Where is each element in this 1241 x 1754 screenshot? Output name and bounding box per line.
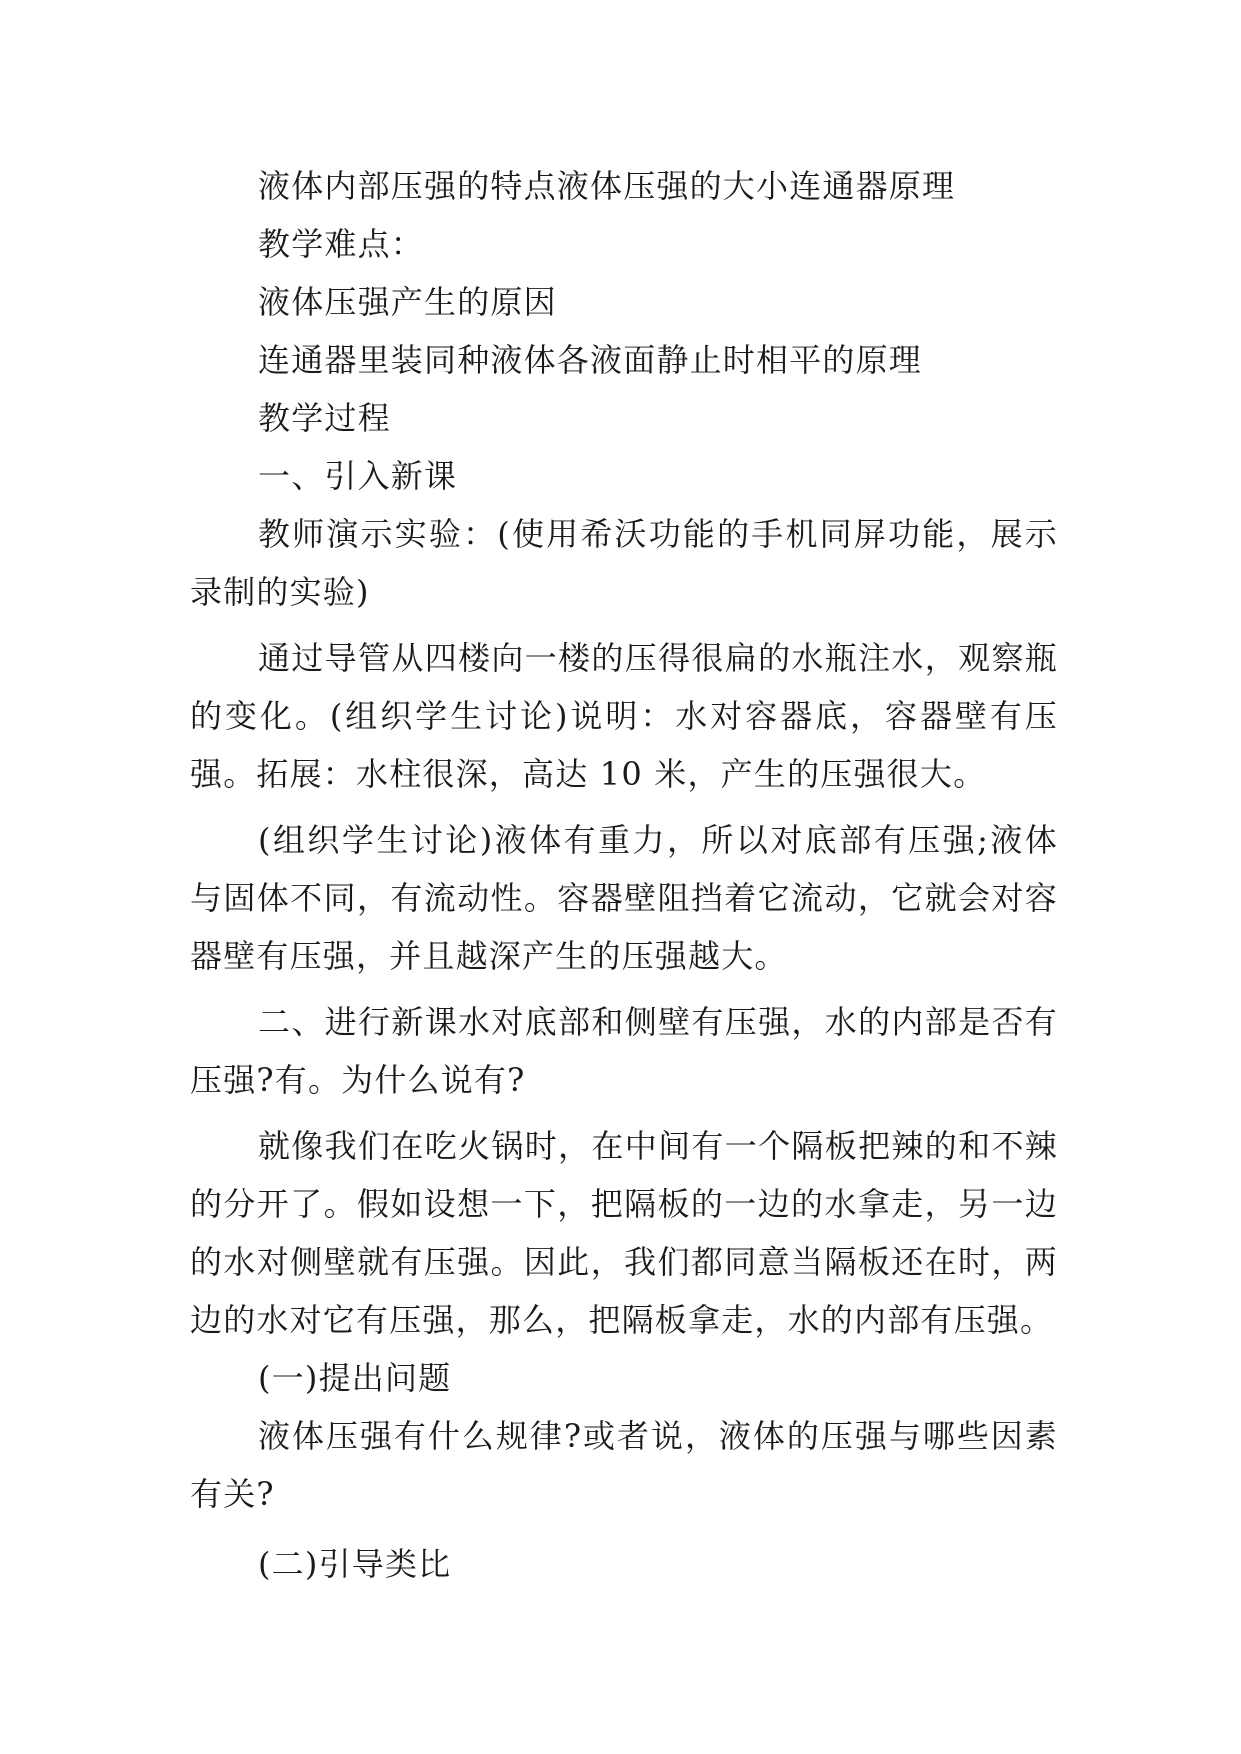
paragraph-experiment: 通过导管从四楼向一楼的压得很扁的水瓶注水，观察瓶的变化。(组织学生讨论)说明：水对容器底，容器壁有压强。拓展：水柱很深，高达 10 米，产生的压强很大。 <box>190 639 1058 793</box>
paragraph-hotpot-analogy: 就像我们在吃火锅时，在中间有一个隔板把辣的和不辣的分开了。假如设想一下，把隔板的一边的水拿走，另一边的水对侧壁就有压强。因此，我们都同意当隔板还在时，两边的水对它有压强，那么，把隔板拿走，水的内部有压强。 <box>190 1127 1058 1339</box>
paragraph-process-heading: 教学过程 <box>258 399 391 437</box>
paragraph-new-lesson: 二、进行新课水对底部和侧壁有压强，水的内部是否有压强?有。为什么说有? <box>190 1003 1058 1099</box>
paragraph-section-intro-heading: 一、引入新课 <box>258 457 458 495</box>
paragraph-difficulty-2: 连通器里装同种液体各液面静止时相平的原理 <box>258 341 923 379</box>
paragraph-teacher-demo: 教师演示实验：(使用希沃功能的手机同屏功能，展示录制的实验) <box>190 515 1058 611</box>
document-body <box>190 157 1058 1593</box>
paragraph-difficulty-heading: 教学难点： <box>258 225 425 263</box>
paragraph-difficulty-1: 液体压强产生的原因 <box>258 283 557 321</box>
paragraph-analogy-heading: (二)引导类比 <box>258 1545 452 1583</box>
paragraph-question-heading: (一)提出问题 <box>258 1359 452 1397</box>
paragraph-key-points: 液体内部压强的特点液体压强的大小连通器原理 <box>258 167 956 205</box>
paragraph-question: 液体压强有什么规律?或者说，液体的压强与哪些因素有关? <box>190 1417 1058 1513</box>
paragraph-discussion: (组织学生讨论)液体有重力，所以对底部有压强;液体与固体不同，有流动性。容器壁阻挡着它流动，它就会对容器壁有压强，并且越深产生的压强越大。 <box>190 821 1058 975</box>
